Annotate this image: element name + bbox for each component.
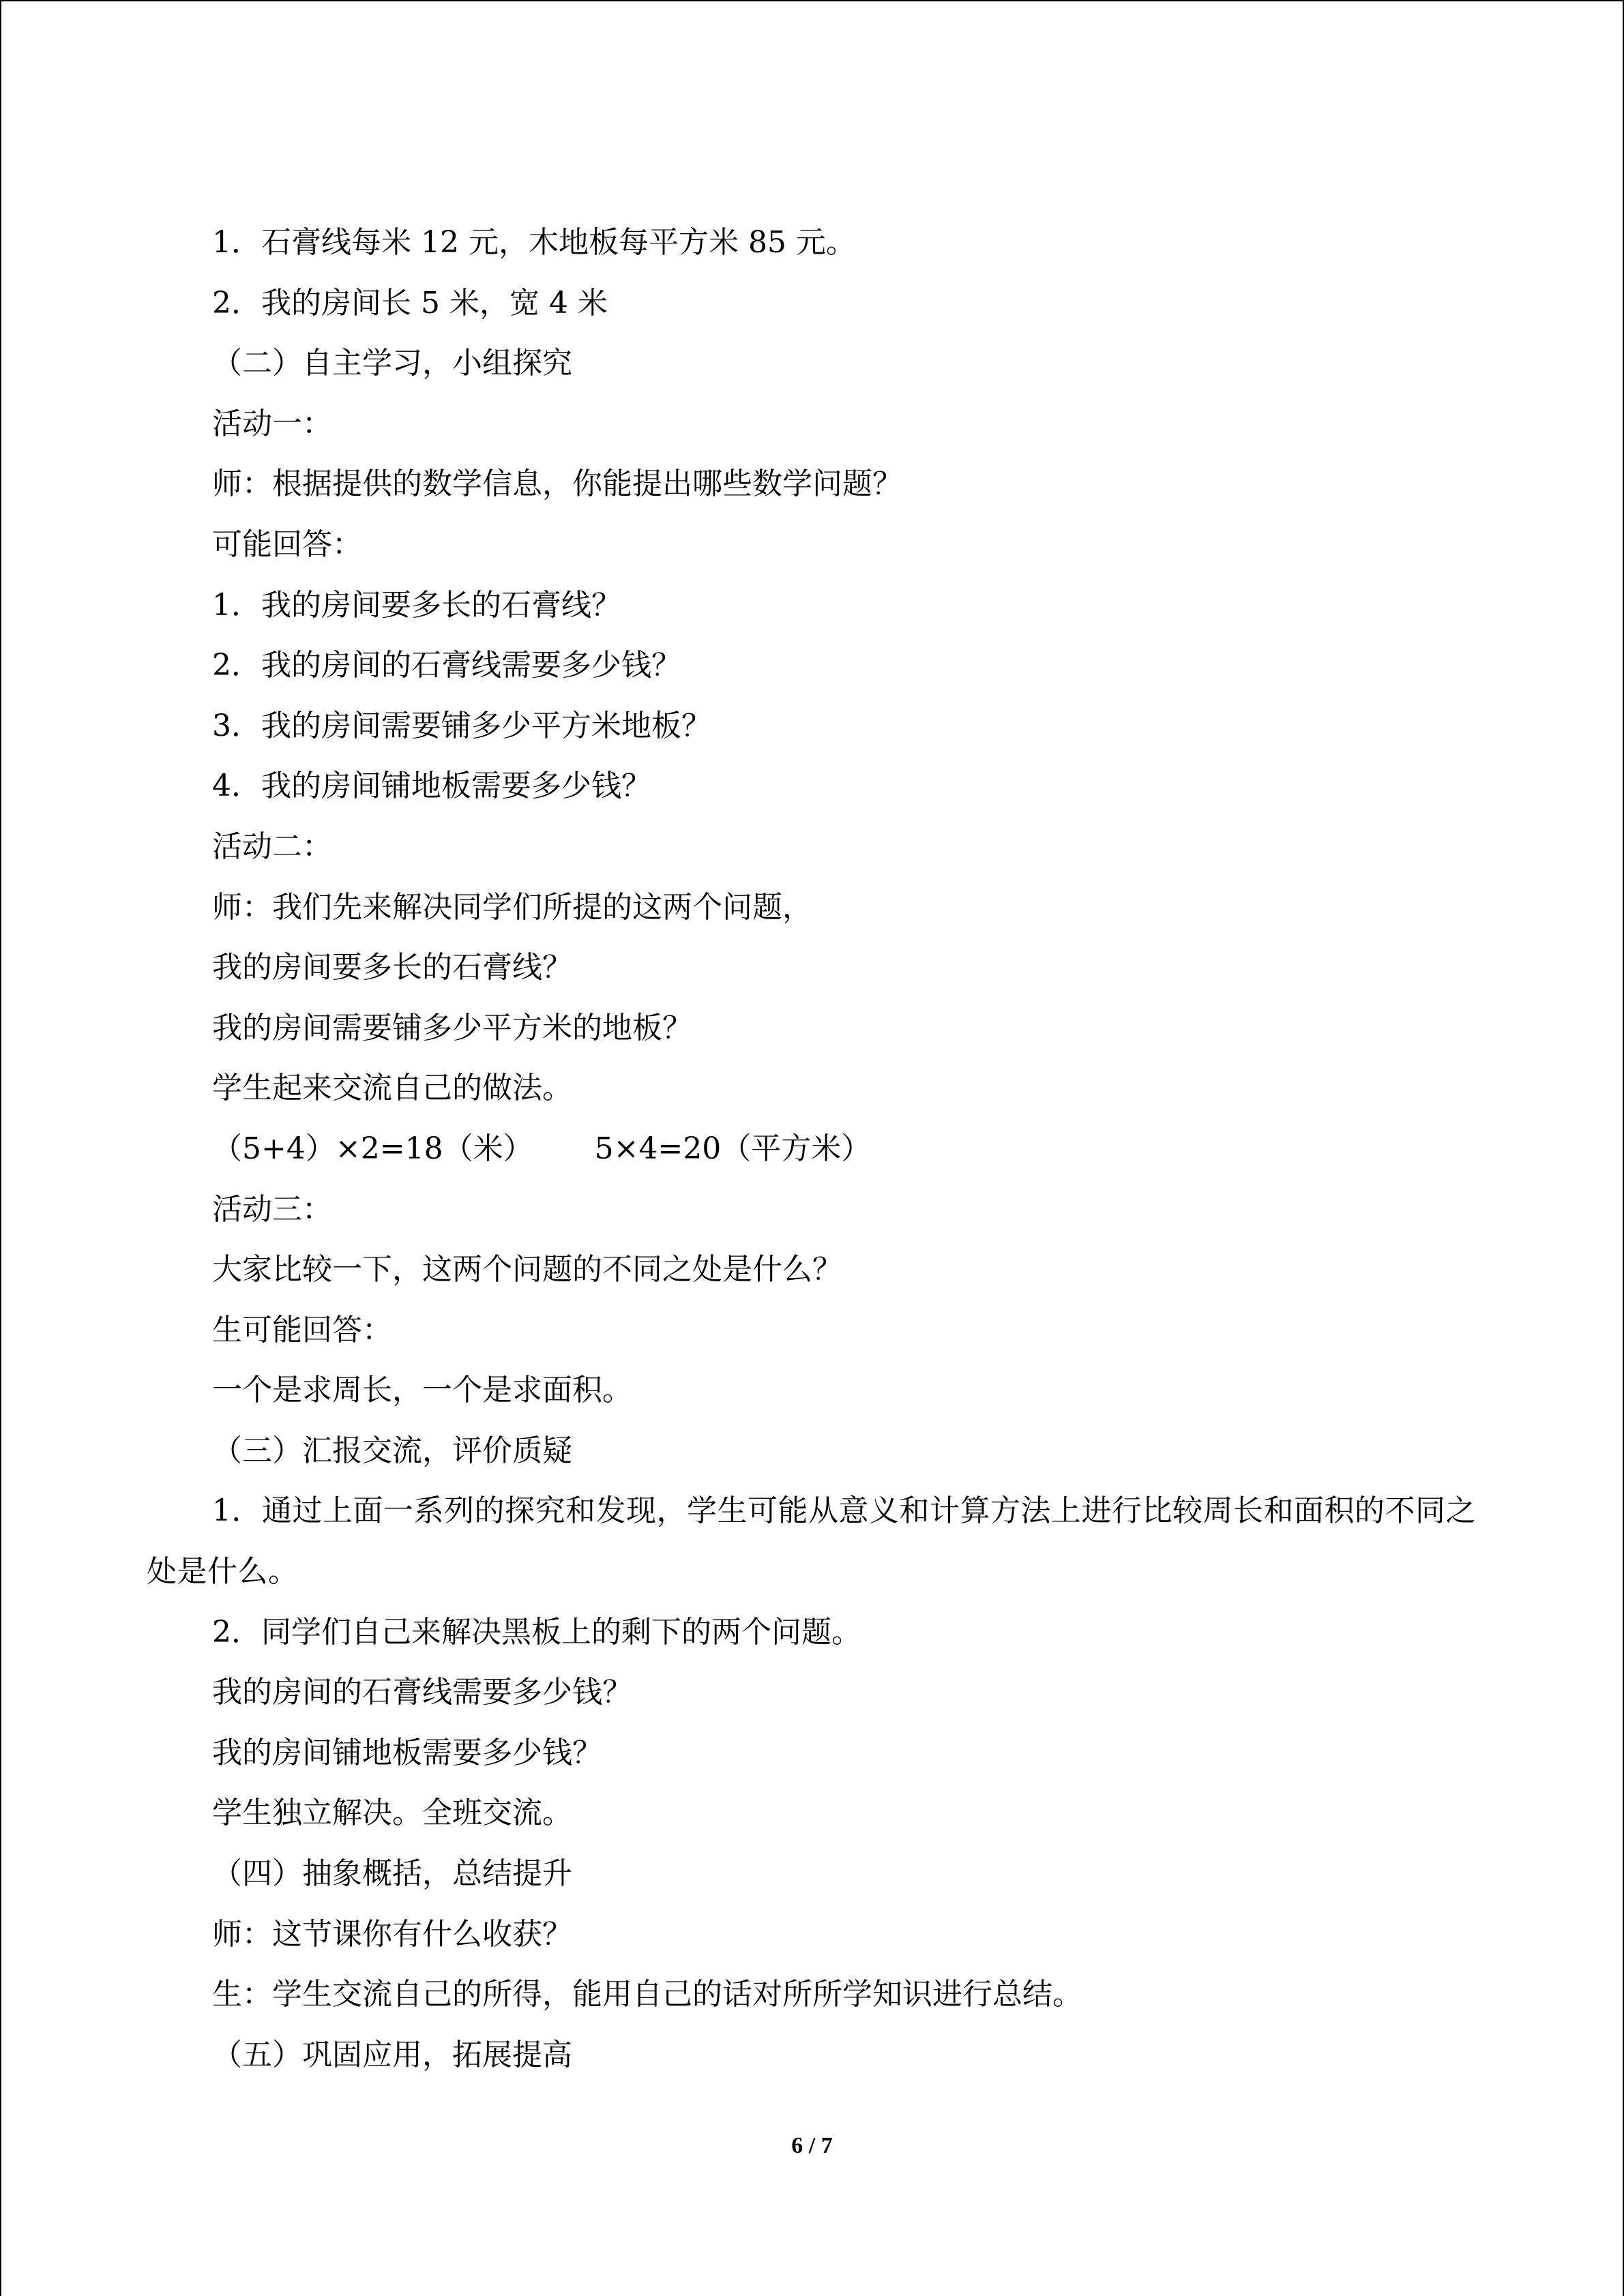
text-line: 大家比较一下，这两个问题的不同之处是什么？ <box>212 1252 842 1287</box>
text-line: 师：这节课你有什么收获？ <box>212 1916 572 1952</box>
text-line: 3．我的房间需要铺多少平方米地板？ <box>212 708 711 743</box>
formula-area: 5×4=20（平方米） <box>594 1131 872 1166</box>
formula-line <box>147 1119 1477 1180</box>
text-line: 2．同学们自己来解决黑板上的剩下的两个问题。 <box>212 1614 861 1650</box>
text-line: 1．我的房间要多长的石膏线？ <box>212 587 621 623</box>
paragraph-wrapped: 1．通过上面一系列的探究和发现，学生可能从意义和计算方法上进行比较周长和面积的不同之处是什么。 <box>147 1493 1476 1590</box>
text-line: 学生起来交流自己的做法。 <box>212 1071 572 1106</box>
text-line: 生可能回答： <box>212 1312 392 1347</box>
text-line: 我的房间需要铺多少平方米的地板？ <box>212 1010 692 1045</box>
text-line: 我的房间铺地板需要多少钱？ <box>212 1735 602 1770</box>
text-line: 活动二： <box>212 829 332 864</box>
text-line: 活动一： <box>212 406 332 441</box>
text-line: 活动三： <box>212 1191 332 1227</box>
text-line: 生：学生交流自己的所得，能用自己的话对所所学知识进行总结。 <box>212 1977 1082 2012</box>
text-line: 师：我们先来解决同学们所提的这两个问题， <box>212 889 812 925</box>
section-heading: （四）抽象概括，总结提升 <box>212 1856 572 1892</box>
text-line: 1．石膏线每米 12 元，木地板每平方米 85 元。 <box>212 225 856 260</box>
text-line: 4．我的房间铺地板需要多少钱？ <box>212 769 651 804</box>
text-line: 我的房间的石膏线需要多少钱？ <box>212 1675 632 1710</box>
text-line: 师：根据提供的数学信息，你能提出哪些数学问题？ <box>212 466 902 502</box>
text-line: 我的房间要多长的石膏线？ <box>212 950 572 985</box>
page-number: 6 / 7 <box>791 2133 833 2158</box>
text-line: 可能回答： <box>212 526 362 562</box>
text-line: 2．我的房间的石膏线需要多少钱？ <box>212 648 681 683</box>
text-line: 学生独立解决。全班交流。 <box>212 1795 572 1831</box>
section-heading: （三）汇报交流，评价质疑 <box>212 1433 572 1468</box>
section-heading: （二）自主学习，小组探究 <box>212 346 572 381</box>
text-line: 2．我的房间长 5 米，宽 4 米 <box>212 285 608 320</box>
section-heading: （五）巩固应用，拓展提高 <box>212 2037 572 2072</box>
document-body <box>147 213 1477 2085</box>
formula-perimeter: （5+4）×2=18（米） <box>212 1131 533 1166</box>
text-line: 一个是求周长，一个是求面积。 <box>212 1373 632 1408</box>
